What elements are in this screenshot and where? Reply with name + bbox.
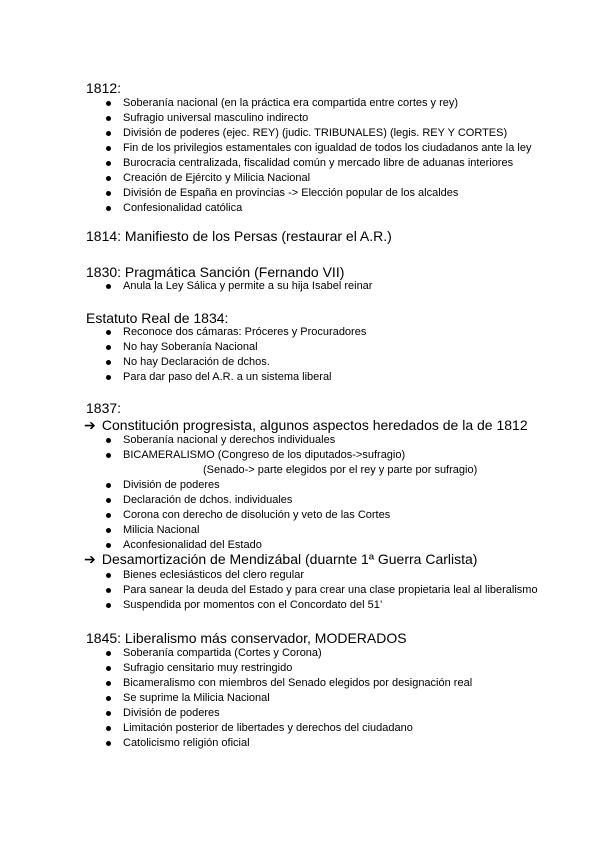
list-item: Creación de Ejército y Milicia Nacional xyxy=(106,171,531,186)
list-item: Burocracia centralizada, fiscalidad común y mercado libre de aduanas interiores xyxy=(106,156,531,171)
list-item: Milicia Nacional xyxy=(106,523,477,538)
subsection-list-desamortizacion xyxy=(106,568,538,613)
list-item: Corona con derecho de disolución y veto de las Cortes xyxy=(106,508,477,523)
list-item: División de poderes xyxy=(106,706,472,721)
list-item-continuation: (Senado-> parte elegidos por el rey y parte por sufragio) xyxy=(203,464,478,476)
subsection-list-constitucion xyxy=(106,433,477,553)
section-heading-1830: 1830: Pragmática Sanción (Fernando VII) xyxy=(86,264,345,280)
list-item: BICAMERALISMO (Congreso de los diputados->sufragio) xyxy=(106,448,477,463)
list-item: Declaración de dchos. individuales xyxy=(106,493,477,508)
section-heading-1834: Estatuto Real de 1834: xyxy=(86,310,229,326)
list-item: Confesionalidad católica xyxy=(106,201,531,216)
arrow-right-icon: ➔ xyxy=(84,551,96,567)
list-item: Limitación posterior de libertades y derechos del ciudadano xyxy=(106,721,472,736)
list-item: Soberanía nacional (en la práctica era compartida entre cortes y rey) xyxy=(106,96,531,111)
list-item: Sufragio universal masculino indirecto xyxy=(106,111,531,126)
list-item: Suspendida por momentos con el Concordato del 51’ xyxy=(106,598,538,613)
section-heading-1814: 1814: Manifiesto de los Persas (restaurar el A.R.) xyxy=(86,228,392,244)
section-heading-1812: 1812: xyxy=(86,80,122,96)
list-item: No hay Declaración de dchos. xyxy=(106,355,366,370)
list-item: Se suprime la Milicia Nacional xyxy=(106,691,472,706)
list-item: División de España en provincias -> Elección popular de los alcaldes xyxy=(106,186,531,201)
section-list-1830 xyxy=(106,279,372,294)
list-item: Sufragio censitario muy restringido xyxy=(106,661,472,676)
subsection-title: Constitución progresista, algunos aspectos heredados de la de 1812 xyxy=(101,417,528,433)
section-heading-1837: 1837: xyxy=(86,400,122,416)
section-list-1812 xyxy=(106,96,531,216)
list-item: Bicameralismo con miembros del Senado elegidos por designación real xyxy=(106,676,472,691)
list-item: Soberanía nacional y derechos individuales xyxy=(106,433,477,448)
arrow-right-icon: ➔ xyxy=(84,417,96,433)
list-item: Fin de los privilegios estamentales con igualdad de todos los ciudadanos ante la ley xyxy=(106,141,531,156)
section-list-1845 xyxy=(106,646,472,751)
subsection-title: Desamortización de Mendizábal (duarnte 1ª Guerra Carlista) xyxy=(101,551,478,567)
list-item: Para dar paso del A.R. a un sistema liberal xyxy=(106,370,366,385)
list-item: Para sanear la deuda del Estado y para crear una clase propietaria leal al liberalismo xyxy=(106,583,538,598)
list-item: Reconoce dos cámaras: Próceres y Procuradores xyxy=(106,325,366,340)
section-heading-1845: 1845: Liberalismo más conservador, MODERADOS xyxy=(86,630,407,646)
list-item: Anula la Ley Sálica y permite a su hija Isabel reinar xyxy=(106,279,372,294)
subsection-heading-desamortizacion xyxy=(84,551,477,567)
list-item: División de poderes (ejec. REY) (judic. TRIBUNALES) (legis. REY Y CORTES) xyxy=(106,126,531,141)
subsection-heading-constitucion xyxy=(84,417,528,433)
list-item: División de poderes xyxy=(106,478,477,493)
list-item: Bienes eclesiásticos del clero regular xyxy=(106,568,538,583)
list-item: Aconfesionalidad del Estado xyxy=(106,538,477,553)
list-item: Soberanía compartida (Cortes y Corona) xyxy=(106,646,472,661)
list-item: No hay Soberanía Nacional xyxy=(106,340,366,355)
list-item: Catolicismo religión oficial xyxy=(106,736,472,751)
section-list-1834 xyxy=(106,325,366,385)
